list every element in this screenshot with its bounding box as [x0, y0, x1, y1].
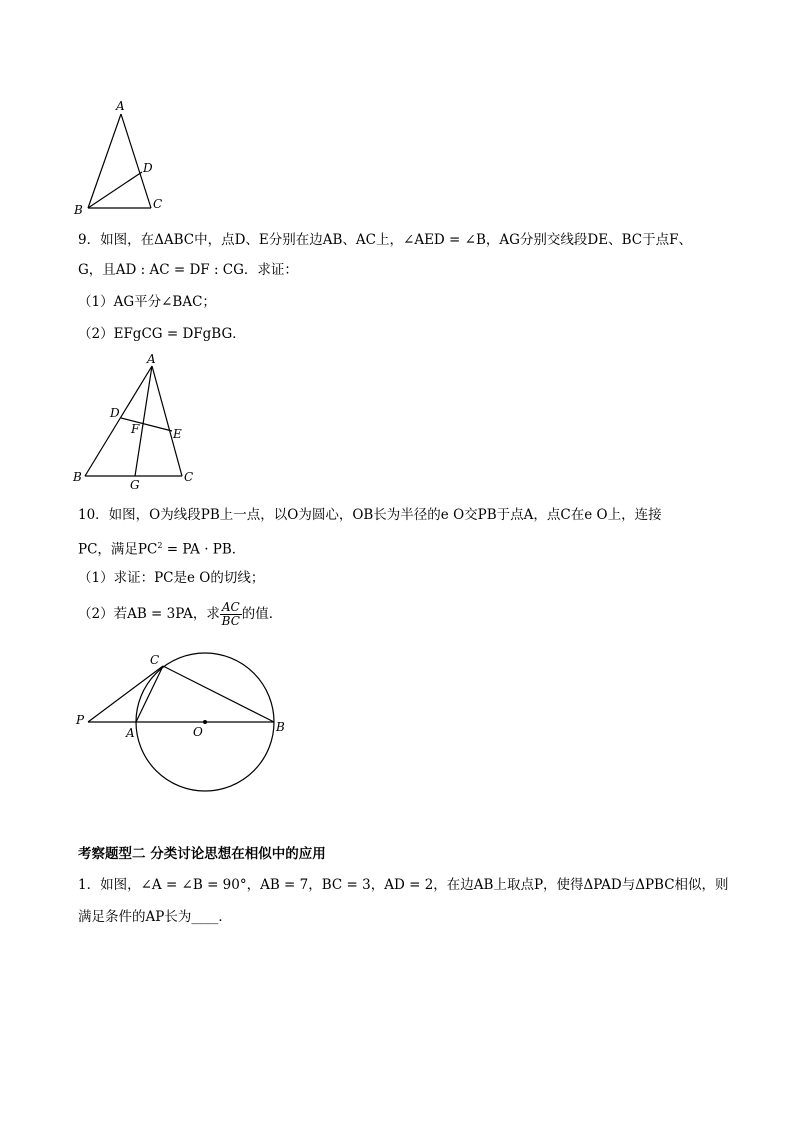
q10-frac-num: AC [221, 600, 240, 614]
s1-line1: 1．如图，∠A = ∠B = 90°，AB = 7，BC = 3，AD = 2，在边AB上取点P，使得ΔPAD与ΔPBC相似，则 [78, 877, 729, 893]
fig2-label-a: A [147, 352, 156, 366]
section-heading: 考察题型二 分类讨论思想在相似中的应用 [78, 846, 326, 862]
q10-line2-pre: PC，满足PC [78, 541, 158, 558]
q10-sub2-post: 的值． [241, 606, 283, 622]
q9-line2: G，且AD : AC = DF : CG．求证： [78, 262, 298, 278]
fig3-label-b: B [276, 720, 285, 734]
q9-sub2: （2）EFgCG = DFgBG． [78, 326, 246, 342]
q10-line1: 10．如图，O为线段PB上一点，以O为圆心，OB长为半径的e O交PB于点A，点C在e O上，连接 [78, 507, 662, 523]
fig3-label-a: A [126, 726, 135, 740]
q9-sub1: （1）AG平分∠BAC； [78, 294, 216, 310]
s1-line2: 满足条件的AP长为____． [78, 909, 232, 925]
fig1-label-b: B [74, 203, 83, 217]
q10-frac-den: BC [221, 614, 240, 628]
fig2-label-g: G [130, 478, 140, 492]
q10-line2-post: = PA · PB． [162, 541, 246, 558]
fig1-label-c: C [153, 197, 163, 211]
fig3-label-p: P [76, 713, 85, 727]
q10-line2-sup: 2 [157, 541, 163, 550]
fig3-label-c: C [150, 653, 160, 667]
fig3-label-o: O [193, 725, 203, 739]
q9-line1: 9．如图，在ΔABC中，点D、E分别在边AB、AC上，∠AED = ∠B，AG分别交线段DE、BC于点F、 [78, 232, 692, 248]
q10-sub1: （1）求证：PC是e O的切线； [78, 570, 265, 586]
fig2-label-e: E [173, 427, 182, 441]
fig2-label-d: D [110, 406, 120, 420]
fig1-label-d: D [143, 161, 153, 175]
fig2-label-f: F [131, 422, 140, 436]
fig1-label-a: A [116, 99, 125, 113]
fig2-label-c: C [184, 470, 194, 484]
fig2-label-b: B [73, 470, 82, 484]
q10-sub2-pre: （2）若AB = 3PA，求 [78, 606, 220, 622]
